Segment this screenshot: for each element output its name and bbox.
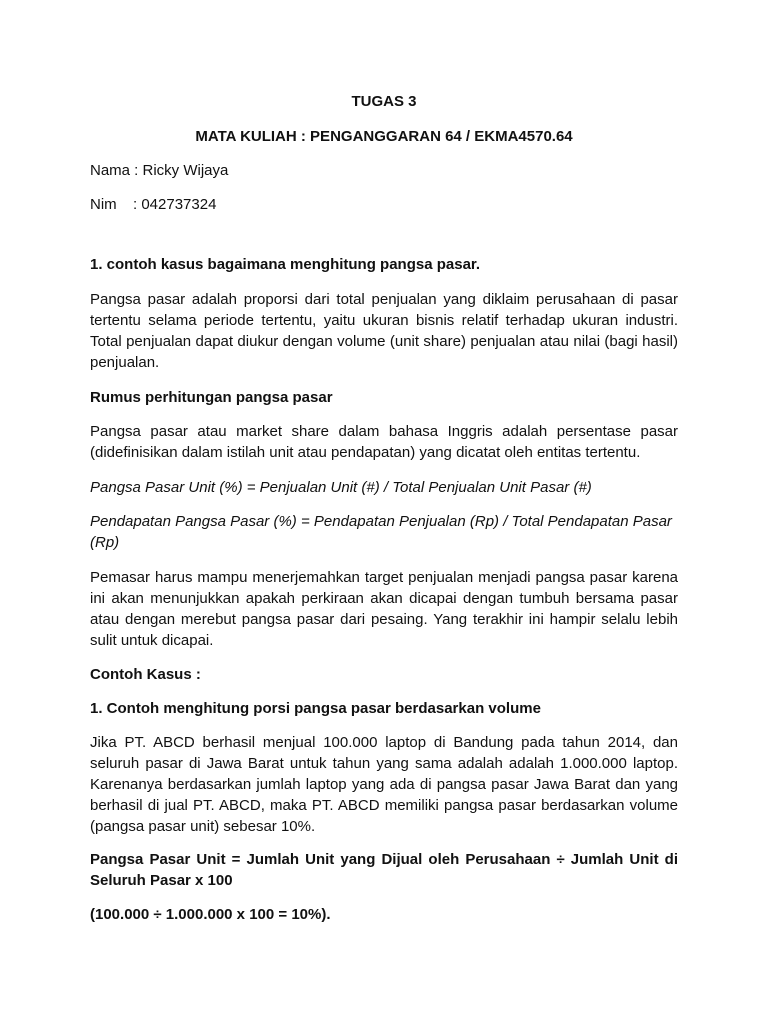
formula-unit-share: Pangsa Pasar Unit (%) = Penjualan Unit (#) / Total Penjualan Unit Pasar (#) (90, 479, 592, 496)
formula-unit-calculation: Pangsa Pasar Unit = Jumlah Unit yang Dijual oleh Perusahaan ÷ Jumlah Unit di Seluruh Pasar x 100 (90, 851, 678, 889)
formula-revenue-share: Pendapatan Pangsa Pasar (%) = Pendapatan Penjualan (Rp) / Total Pendapatan Pasar (Rp) (90, 513, 672, 551)
course-title: MATA KULIAH : PENGANGGARAN 64 / EKMA4570.64 (195, 128, 573, 145)
student-nim (90, 194, 678, 215)
paragraph-market-share: Pangsa pasar atau market share dalam bahasa Inggris adalah persentase pasar (didefinisikan dalam istilah unit atau pendapatan) yang dicatat oleh entitas tertentu. (90, 423, 678, 461)
section-heading-volume: 1. Contoh menghitung porsi pangsa pasar berdasarkan volume (90, 700, 541, 717)
document-title: TUGAS 3 (351, 93, 417, 110)
paragraph-example: Jika PT. ABCD berhasil menjual 100.000 laptop di Bandung pada tahun 2014, dan seluruh pasar di Jawa Barat untuk tahun yang sama adalah adalah 1.000.000 laptop. Karenanya berdasarkan jumlah laptop yang ada di pangsa pasar Jawa Barat dan yang berhasil di jual PT. ABCD, maka PT. ABCD memiliki pangsa pasar berdasarkan volume (pangsa pasar unit) sebesar 10%. (90, 734, 678, 835)
section-heading-case: Contoh Kasus : (90, 666, 201, 683)
document-content (90, 91, 678, 925)
paragraph-definition: Pangsa pasar adalah proporsi dari total penjualan yang diklaim perusahaan di pasar tertentu selama periode tertentu, yaitu ukuran bisnis relatif terhadap ukuran industri. Total penjualan dapat diukur dengan volume (unit share) penjualan atau nilai (bagi hasil) penjualan. (90, 291, 678, 371)
calculation-result: (100.000 ÷ 1.000.000 x 100 = 10%). (90, 906, 331, 923)
nim-value: : 042737324 (133, 196, 217, 213)
nim-label: Nim (90, 196, 117, 213)
section-heading-formula: Rumus perhitungan pangsa pasar (90, 389, 333, 406)
section-heading-1: 1. contoh kasus bagaimana menghitung pangsa pasar. (90, 256, 481, 273)
paragraph-marketer: Pemasar harus mampu menerjemahkan target penjualan menjadi pangsa pasar karena ini akan menunjukkan apakah perkiraan akan dicapai dengan tumbuh bersama pasar atau dengan merebut pangsa pasar dari pesaing. Yang terakhir ini hampir selalu lebih sulit untuk dicapai. (90, 569, 678, 649)
student-name: Nama : Ricky Wijaya (90, 162, 229, 179)
